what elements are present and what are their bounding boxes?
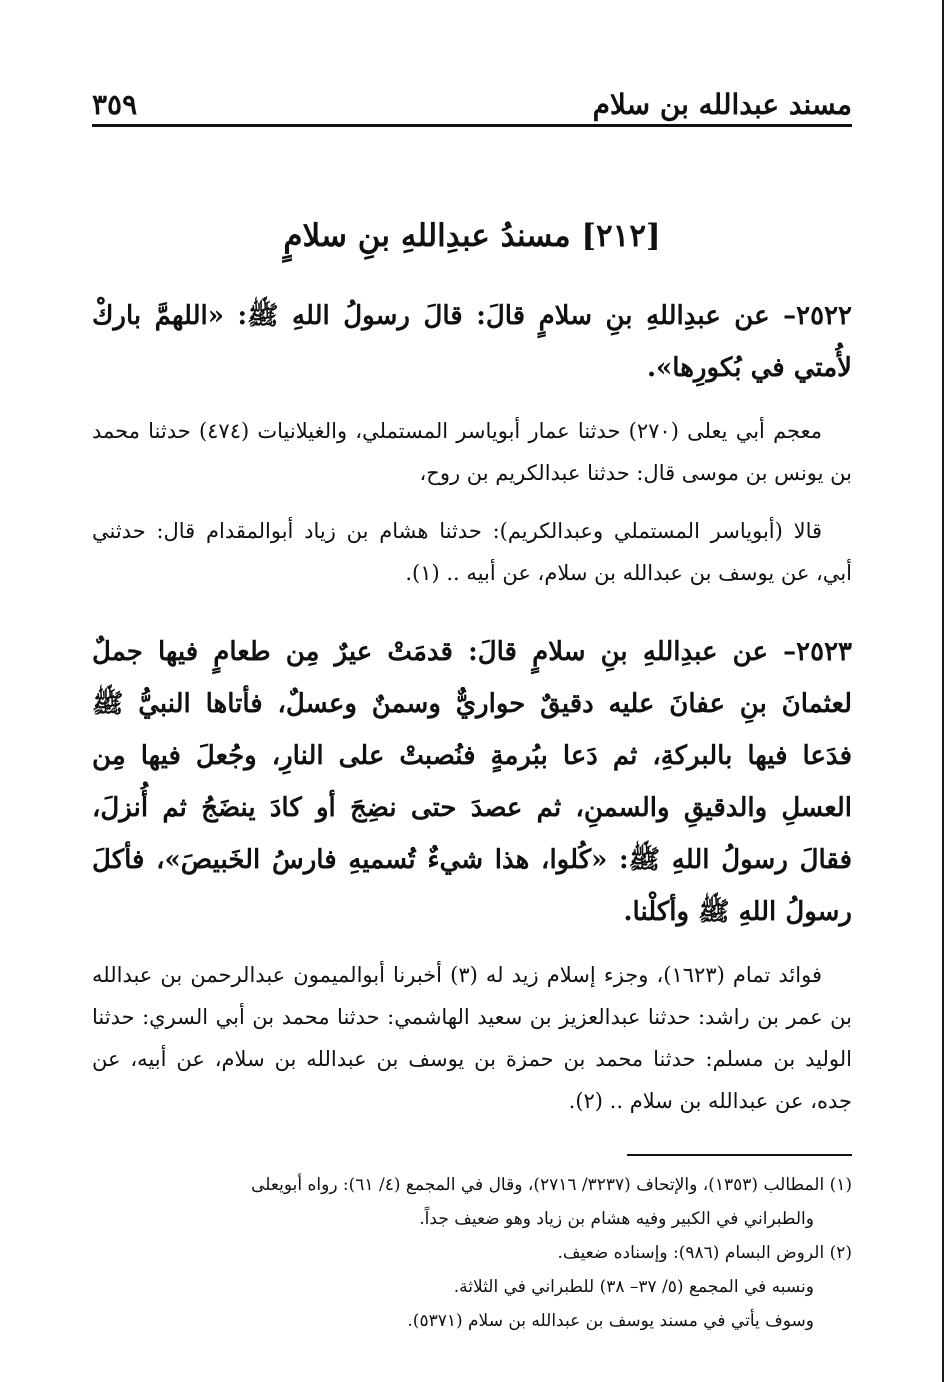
footnote-rule [627,1154,852,1156]
hadith-2523-takhrij-1: فوائد تمام (١٦٢٣)، وجزء إسلام زيد له (٣) أخبرنا أبوالميمون عبدالرحمن بن عبدالله بن عمر بن راشد: حدثنا عبدالعزيز بن سعيد الهاشمي: حدثنا محمد بن أبي السري: حدثنا الوليد بن مسلم: حدثنا محمد بن حمزة بن يوسف بن عبدالله بن سلام، عن أبيه، عن جده، عن عبدالله بن سلام .. (٢). [92,963,852,1113]
footnote-1-line-2: والطبراني في الكبير وفيه هشام بن زياد وهو ضعيف جداً. [419,1209,814,1229]
page-body [92,206,852,1338]
footnote-2-line-3: وسوف يأتي في مسند يوسف بن عبدالله بن سلام (٥٣٧١). [407,1311,814,1331]
hadith-2522-takhrij-2: قالا (أبوياسر المستملي وعبدالكريم): حدثنا هشام بن زياد أبوالمقدام قال: حدثني أبي، عن يوسف بن عبدالله بن سلام، عن أبيه .. (١). [92,519,852,585]
hadith-2523-text: ٢٥٢٣– عن عبدِاللهِ بنِ سلامٍ قالَ: قدمَتْ عيرٌ مِن طعامٍ فيها جملٌ لعثمانَ بنِ عفانَ عليه دقيقٌ حواريٌّ وسمنٌ وعسلٌ، فأتاها النبيُّ ﷺ فدَعا فيها بالبركةِ، ثم دَعا ببُرمةٍ فنُصبتْ على النارِ، وجُعلَ فيها مِن العسلِ والدقيقِ والسمنِ، ثم عصدَ حتى نضِجَ أو كادَ ينضَجُ ثم أُنزلَ، فقالَ رسولُ اللهِ ﷺ: «كُلوا، هذا شيءٌ تُسميهِ فارسُ الخَبيصَ»، فأكلَ رسولُ اللهِ ﷺ وأكلْنا. [92,637,852,927]
running-title: مسند عبدالله بن سلام [592,88,852,121]
page-header [92,88,852,124]
hadith-2522-takhrij-1: معجم أبي يعلى (٢٧٠) حدثنا عمار أبوياسر المستملي، والغيلانيات (٤٧٤) حدثنا محمد بن يونس بن موسى قال: حدثنا عبدالكريم بن روح، [92,419,852,485]
footnote-2-line-1: (٢) الروض البسام (٩٨٦): وإسناده ضعيف. [557,1243,852,1263]
header-rule [92,124,852,127]
footnote-1-line-1: (١) المطالب (١٣٥٣)، والإتحاف (٣٢٣٧/ ٢٧١٦)، وقال في المجمع (٤/ ٦١): رواه أبويعلى [251,1175,852,1195]
footnote-2-line-2: ونسبه في المجمع (٥/ ٣٧– ٣٨) للطبراني في الثلاثة. [453,1277,814,1297]
page-number: ٣٥٩ [92,88,138,121]
page-edge [942,0,944,1382]
hadith-2522-text: ٢٥٢٢– عن عبدِاللهِ بنِ سلامٍ قالَ: قالَ رسولُ اللهِ ﷺ: «اللهمَّ باركْ لأُمتي في بُكورِها». [92,301,853,383]
chapter-heading: [٢١٢] مسندُ عبدِاللهِ بنِ سلامٍ [283,218,661,254]
